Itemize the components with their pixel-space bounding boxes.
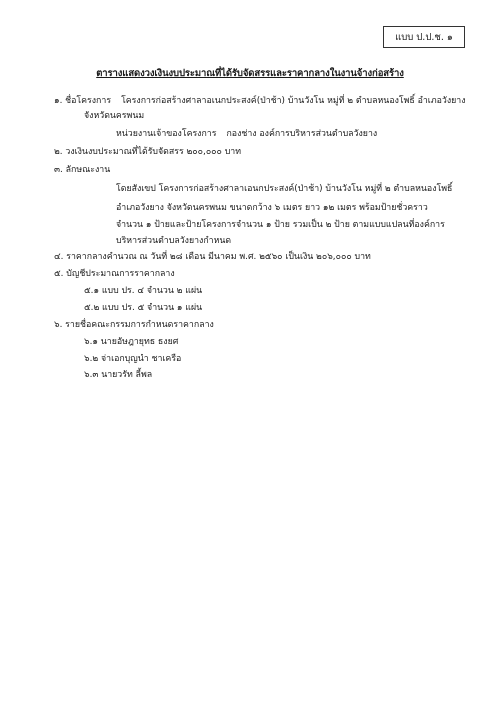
item1-agency-value: กองช่าง องค์การบริหารส่วนตำบลวังยาง	[226, 129, 378, 139]
item1-value-line1: โครงการก่อสร้างศาลาอเนกประสงค์(ป่าช้า) บ้านวังโน หมู่ที่ ๒ ตำบลหนองโพธิ์ อำเภอวังยาง	[121, 96, 466, 106]
form-code-box: แบบ ป.ป.ช. ๑	[383, 26, 465, 48]
item3-line-3: จำนวน ๑ ป้ายและป้ายโครงการจำนวน ๑ ป้าย รวมเป็น ๒ ป้าย ตามแบบแปลนที่องค์การ	[116, 220, 445, 230]
item5-label: ๕. บัญชีประมาณการราคากลาง	[54, 269, 175, 279]
item6-label: ๖. รายชื่อคณะกรรมการกำหนดราคากลาง	[54, 320, 214, 330]
item3-line-1: โดยสังเขป โครงการก่อสร้างศาลาเอนกประสงค์(ป่าช้า) บ้านวังโน หมู่ที่ ๒ ตำบลหนองโพธิ์	[116, 184, 453, 194]
item3-line-2: อำเภอวังยาง จังหวัดนครพนม ขนาดกว้าง ๖ เมตร ยาว ๑๒ เมตร พร้อมป้ายชั่วคราว	[116, 203, 428, 213]
item1-row	[54, 95, 466, 107]
item5-sub-1: ๕.๑ แบบ ปร. ๔ จำนวน ๒ แผ่น	[84, 286, 203, 296]
item1-agency-label: หน่วยงานเจ้าของโครงการ	[116, 129, 217, 139]
item1-value-line2: จังหวัดนครพนม	[84, 111, 145, 121]
item6-sub-1: ๖.๑ นายอัษฎายุทธ ธงยศ	[84, 337, 179, 347]
item3-label: ๓. ลักษณะงาน	[54, 165, 111, 175]
item3-line-4: บริหารส่วนตำบลวังยางกำหนด	[116, 236, 232, 246]
item6-sub-3: ๖.๓ นายวรัท ลี้พล	[84, 370, 153, 380]
item6-sub-2: ๖.๒ จ่าเอกบุญนำ ชาเครือ	[84, 354, 182, 364]
item1-agency-row	[116, 128, 377, 140]
document-title: ตารางแสดงวงเงินงบประมาณที่ได้รับจัดสรรและราคากลางในงานจ้างก่อสร้าง	[96, 68, 404, 79]
item4-median-price: ๔. ราคากลางคำนวณ ณ วันที่ ๒๘ เดือน มีนาคม พ.ศ. ๒๕๖๐ เป็นเงิน ๒๐๖,๐๐๐ บาท	[54, 252, 371, 262]
item2-budget: ๒. วงเงินงบประมาณที่ได้รับจัดสรร ๒๐๐,๐๐๐ บาท	[54, 147, 242, 157]
item5-sub-2: ๕.๒ แบบ ปร. ๕ จำนวน ๑ แผ่น	[84, 303, 203, 313]
item1-label: ๑. ชื่อโครงการ	[54, 96, 112, 106]
